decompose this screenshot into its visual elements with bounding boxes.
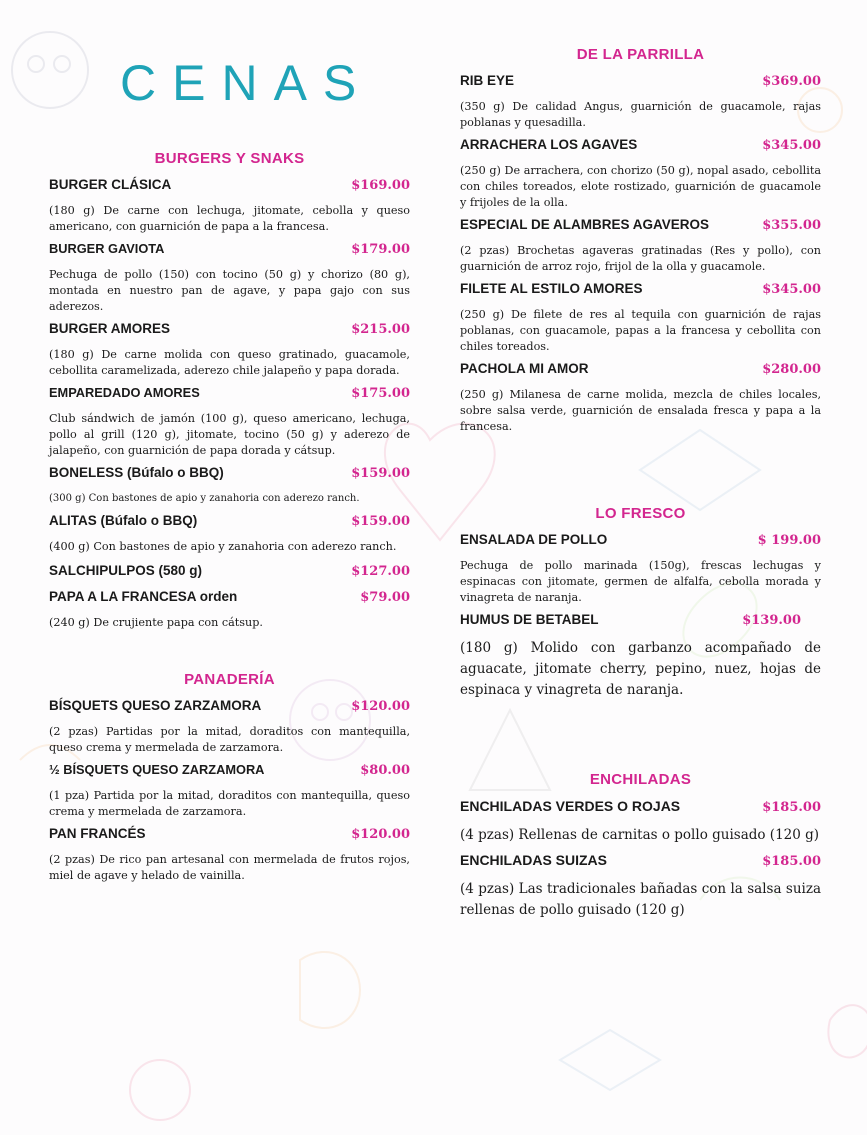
menu-item [49, 513, 410, 555]
item-description: (2 pzas) Brochetas agaveras gratinadas (Res y pollo), con guarnición de arroz rojo, frijol de la olla y guacamole. [460, 244, 821, 273]
menu-item [49, 698, 410, 756]
section-title: ENCHILADAS [589, 771, 692, 788]
item-description: (2 pzas) De rico pan artesanal con mermelada de frutos rojos, miel de agave y helado de vainilla. [49, 853, 410, 882]
item-price: $120.00 [351, 699, 410, 714]
section-title: BURGERS Y SNAKS [154, 150, 305, 167]
item-name: BURGER AMORES [49, 321, 171, 336]
section-title: DE LA PARRILLA [576, 46, 705, 63]
menu-item [460, 852, 821, 921]
menu-item [460, 281, 821, 355]
item-description: (400 g) Con bastones de apio y zanahoria con aderezo ranch. [49, 540, 397, 553]
item-description: Pechuga de pollo (150) con tocino (50 g) y chorizo (80 g), montada en nuestro pan de agave, y papa gajo con sus aderezos. [49, 268, 410, 313]
item-description: (4 pzas) Las tradicionales bañadas con la salsa suiza rellenas de pollo guisado (120 g) [460, 881, 821, 918]
menu-item [49, 826, 410, 884]
item-price: $355.00 [762, 218, 821, 233]
item-name: BONELESS (Búfalo o BBQ) [49, 465, 224, 480]
menu-item [49, 589, 410, 631]
section-lo-fresco [460, 505, 821, 701]
item-description: (1 pza) Partida por la mitad, doraditos con mantequilla, queso crema y mermelada de zarzamora. [49, 789, 410, 818]
item-price: $127.00 [351, 564, 410, 579]
item-price: $ 199.00 [757, 533, 821, 548]
item-price: $79.00 [360, 590, 410, 605]
page-title: CENAS [120, 55, 373, 111]
item-price: $280.00 [762, 362, 821, 377]
menu-item [49, 321, 410, 379]
item-name: HUMUS DE BETABEL [460, 612, 599, 627]
section-enchiladas [460, 771, 821, 921]
item-name: ENCHILADAS SUIZAS [460, 852, 608, 868]
item-description: Club sándwich de jamón (100 g), queso americano, lechuga, pollo al grill (120 g), jitomate, tocino (50 g) y aderezo de jalapeño, con guarnición de papa dorada y cátsup. [49, 412, 410, 457]
item-price: $185.00 [762, 854, 821, 869]
item-description: Pechuga de pollo marinada (150g), frescas lechugas y espinacas con jitomate, germen de alfalfa, cebolla morada y vinagreta de naranja. [460, 559, 821, 604]
item-name: FILETE AL ESTILO AMORES [460, 281, 643, 296]
left-column [49, 150, 410, 890]
item-description: (180 g) De carne molida con queso gratinado, guacamole, cebollita caramelizada, aderezo chile jalapeño y papa dorada. [49, 348, 410, 377]
item-name: EMPAREDADO AMORES [49, 385, 200, 400]
menu-item [460, 137, 821, 211]
item-name: PAPA A LA FRANCESA orden [49, 589, 238, 604]
item-price: $80.00 [360, 763, 410, 778]
menu-item [49, 465, 410, 507]
item-description: (180 g) De carne con lechuga, jitomate, cebolla y queso americano, con guarnición de papa a la francesa. [49, 204, 410, 233]
menu-item [460, 217, 821, 275]
item-description: (350 g) De calidad Angus, guarnición de guacamole, rajas poblanas y quesadilla. [460, 100, 821, 129]
section-title: PANADERÍA [184, 671, 275, 688]
item-name: PACHOLA MI AMOR [460, 361, 589, 376]
section-burgers-snaks [49, 150, 410, 631]
menu-item [49, 563, 410, 579]
item-description: (250 g) De arrachera, con chorizo (50 g), nopal asado, cebollita con chiles toreados, elote rostizado, guarnición de guacamole y frijoles de la olla. [460, 164, 821, 209]
menu-item [460, 798, 821, 846]
item-name: ALITAS (Búfalo o BBQ) [49, 513, 198, 528]
item-name: ENCHILADAS VERDES O ROJAS [460, 798, 681, 814]
item-name: ENSALADA DE POLLO [460, 532, 608, 547]
item-price: $179.00 [351, 242, 410, 257]
item-name: PAN FRANCÉS [49, 826, 146, 841]
item-name: BURGER CLÁSICA [49, 177, 172, 192]
item-name: ARRACHERA LOS AGAVES [460, 137, 638, 152]
section-panaderia [49, 671, 410, 884]
item-description: (300 g) Con bastones de apio y zanahoria con aderezo ranch. [49, 493, 360, 504]
item-description: (180 g) Molido con garbanzo acompañado de aguacate, jitomate cherry, pepino, nuez, hojas de espinaca y vinagreta de naranja. [460, 640, 821, 698]
menu-item [460, 532, 821, 606]
menu-item [460, 361, 821, 435]
item-price: $369.00 [762, 74, 821, 89]
item-name: BURGER GAVIOTA [49, 241, 165, 256]
item-price: $120.00 [351, 827, 410, 842]
item-price: $159.00 [351, 466, 410, 481]
item-price: $215.00 [351, 322, 410, 337]
item-price: $345.00 [762, 282, 821, 297]
item-price: $345.00 [762, 138, 821, 153]
item-description: (250 g) De filete de res al tequila con guarnición de rajas poblanas, con guacamole, papas a la francesa y cebollita con chiles toreados. [460, 308, 821, 353]
item-name: ESPECIAL DE ALAMBRES AGAVEROS [460, 217, 710, 232]
menu-item [49, 177, 410, 235]
item-price: $169.00 [351, 178, 410, 193]
item-name: SALCHIPULPOS (580 g) [49, 563, 203, 578]
item-price: $175.00 [351, 386, 410, 401]
item-description: (4 pzas) Rellenas de carnitas o pollo guisado (120 g) [460, 827, 820, 843]
right-column [460, 46, 821, 927]
menu-item [49, 241, 410, 315]
item-name: BÍSQUETS QUESO ZARZAMORA [49, 698, 262, 713]
item-description: (2 pzas) Partidas por la mitad, doraditos con mantequilla, queso crema y mermelada de zarzamora. [49, 725, 410, 754]
item-price: $185.00 [762, 800, 821, 815]
item-price: $159.00 [351, 514, 410, 529]
section-parrilla [460, 46, 821, 435]
section-title: LO FRESCO [595, 505, 686, 522]
item-description: (240 g) De crujiente papa con cátsup. [49, 616, 263, 629]
menu-item [49, 762, 410, 820]
menu-item [49, 385, 410, 459]
item-name: RIB EYE [460, 73, 515, 88]
item-name: ½ BÍSQUETS QUESO ZARZAMORA [49, 762, 265, 777]
menu-item [460, 612, 821, 701]
menu-item [460, 73, 821, 131]
item-description: (250 g) Milanesa de carne molida, mezcla de chiles locales, sobre salsa verde, guarnición de ensalada fresca y papa a la francesa. [460, 388, 821, 433]
item-price: $139.00 [742, 613, 801, 628]
